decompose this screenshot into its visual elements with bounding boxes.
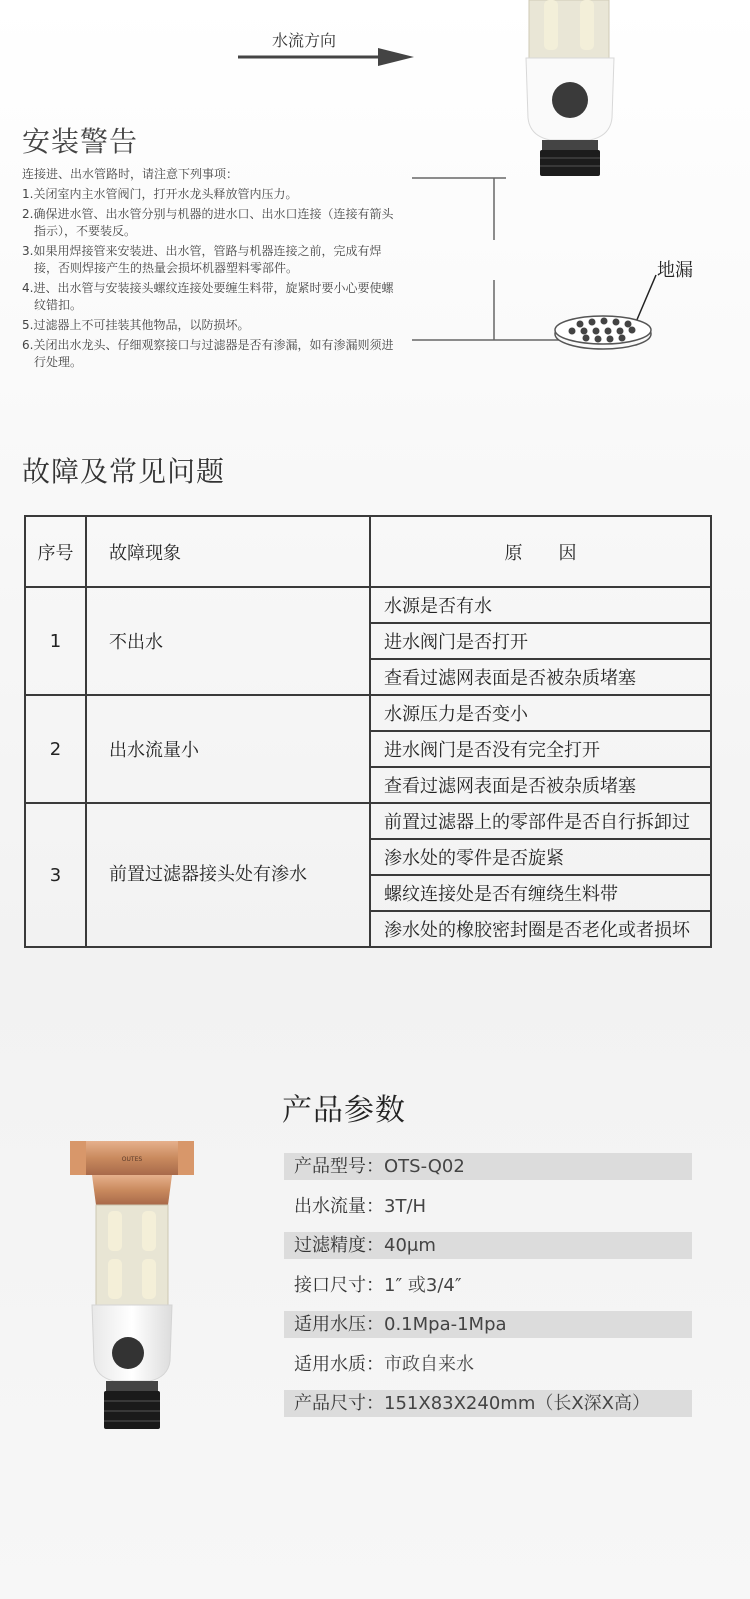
table-row [25,587,711,623]
param-row [284,1272,692,1299]
param-label: 适用水质： [294,1353,384,1375]
floor-drain-icon [552,312,654,352]
param-value: 40μm [384,1235,436,1256]
product-params-title: 产品参数 [282,1093,406,1128]
row-cause: 渗水处的零件是否旋紧 [370,839,711,875]
param-row [284,1232,692,1259]
param-value: 市政自来水 [384,1353,474,1375]
param-value: 0.1Mpa-1Mpa [384,1314,507,1335]
table-row [25,803,711,839]
header-symptom: 故障现象 [86,516,370,587]
param-row [284,1351,692,1378]
param-label: 接口尺寸： [294,1274,384,1296]
warning-intro: 连接进、出水管路时，请注意下列事项： [22,167,239,181]
param-value: 1″ 或3/4″ [384,1274,462,1296]
warning-item: 4.进、出水管与安装接头螺纹连接处要缠生料带，旋紧时要小心要使螺纹错扣。 [22,281,394,312]
param-value: 3T/H [384,1195,427,1217]
param-value: OTS-Q02 [384,1156,465,1177]
row-cause: 查看过滤网表面是否被杂质堵塞 [370,767,711,803]
warning-item: 6.关闭出水龙头、仔细观察接口与过滤器是否有渗漏，如有渗漏则须进行处理。 [22,338,394,369]
param-row [284,1311,692,1338]
warning-item: 1.关闭室内主水管阀门，打开水龙头释放管内压力。 [22,187,298,201]
product-image [66,1135,198,1435]
row-symptom: 不出水 [86,587,370,695]
table-row [25,695,711,731]
warning-item: 5.过滤器上不可挂装其他物品，以防损坏。 [22,318,250,332]
header-cause: 原 因 [370,516,711,587]
param-row [284,1153,692,1180]
param-value: 151X83X240mm（长X深X高） [384,1393,651,1414]
param-label: 出水流量： [294,1195,384,1217]
warning-item: 2.确保进水管、出水管分别与机器的进水口、出水口连接（连接有箭头指示），不要装反。 [22,207,394,238]
warning-item: 3.如果用焊接管来安装进、出水管，管路与机器连接之前，完成有焊接，否则焊接产生的热量会损坏机器塑料零部件。 [22,244,382,275]
row-index: 2 [25,695,86,803]
product-params-list [284,1153,692,1430]
param-label: 适用水压： [294,1314,384,1335]
install-warning-title: 安装警告 [22,125,139,158]
row-cause: 螺纹连接处是否有缠绕生料带 [370,875,711,911]
row-cause: 水源压力是否变小 [370,695,711,731]
row-index: 3 [25,803,86,947]
param-row [284,1390,692,1417]
flow-direction-arrow-icon [238,46,418,68]
param-label: 产品尺寸： [294,1393,384,1414]
row-cause: 查看过滤网表面是否被杂质堵塞 [370,659,711,695]
fault-table [24,515,712,948]
row-symptom: 前置过滤器接头处有渗水 [86,803,370,947]
row-cause: 渗水处的橡胶密封圈是否老化或者损坏 [370,911,711,947]
param-label: 过滤精度： [294,1235,384,1256]
param-row [284,1193,692,1220]
fault-section-title: 故障及常见问题 [22,455,226,488]
header-index: 序号 [25,516,86,587]
flow-direction-label: 水流方向 [272,31,337,50]
row-cause: 进水阀门是否打开 [370,623,711,659]
product-logo: OUTES [121,1156,143,1163]
row-cause: 进水阀门是否没有完全打开 [370,731,711,767]
filter-unit-top-image [520,0,620,182]
row-symptom: 出水流量小 [86,695,370,803]
drain-label: 地漏 [657,260,693,281]
row-cause: 前置过滤器上的零部件是否自行拆卸过 [370,803,711,839]
table-header-row [25,516,711,587]
param-label: 产品型号： [294,1156,384,1177]
row-index: 1 [25,587,86,695]
row-cause: 水源是否有水 [370,587,711,623]
install-warning-list [22,166,402,374]
